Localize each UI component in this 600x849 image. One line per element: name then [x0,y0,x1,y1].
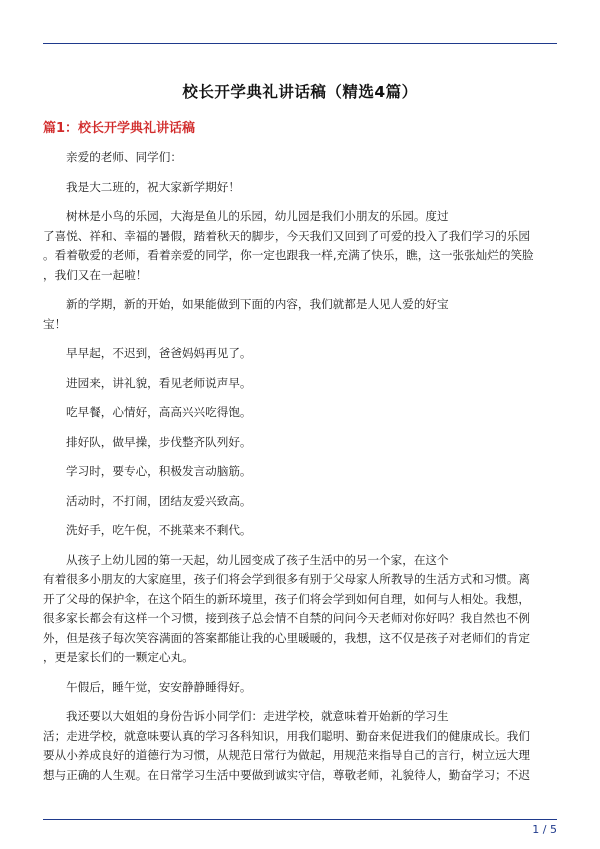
text-line: 。看着敬爱的老师，看着亲爱的同学，你一定也跟我一样,充满了快乐，瞧，这一张张灿烂的笑脸 [43,248,534,262]
text-line: 活；走进学校，就意味要认真的学习各科知识，用我们聪明、勤奋来促进我们的健康成长。我们 [43,728,530,743]
text-line: 进园来，讲礼貌，看见老师说声早。 [66,375,252,390]
text-line: ，我们又在一起啦！ [43,267,148,282]
paragraph [43,521,557,541]
text-line: 吃早餐，心情好，高高兴兴吃得饱。 [66,405,252,419]
document-title: 校长开学典礼讲话稿（精选4篇） [182,83,418,101]
paragraph [43,433,557,453]
text-line: 早早起，不迟到，爸爸妈妈再见了。 [66,346,252,360]
top-rule [43,43,557,44]
document-body [43,148,557,785]
text-line: 活动时，不打闹，团结友爱兴致高。 [66,493,252,508]
paragraph [43,707,557,785]
text-line: 学习时，要专心，积极发言动脑筋。 [66,464,252,478]
text-line: 有着很多小朋友的大家庭里，孩子们将会学到很多有别于父母家人所教导的生活方式和习惯。离 [43,572,530,586]
text-line: 新的学期，新的开始，如果能做到下面的内容，我们就都是人见人爱的好宝 [66,297,449,311]
text-line: 想与正确的人生观。在日常学习生活中要做到诚实守信，尊敬老师，礼貌待人，勤奋学习；不迟 [43,767,530,782]
paragraph [43,551,557,668]
text-line: 宝！ [43,316,67,331]
paragraph [43,295,557,334]
paragraph [43,462,557,482]
text-line: 我是大二班的，祝大家新学期好！ [66,179,240,194]
text-line: 要从小养成良好的道德行为习惯，从规范日常行为做起，用规范来指导自己的言行，树立远大理 [43,748,530,762]
paragraph [43,403,557,423]
section-heading: 篇1：校长开学典礼讲话稿 [43,121,196,136]
text-line: 从孩子上幼儿园的第一天起，幼儿园变成了孩子生活中的另一个家，在这个 [66,552,449,567]
text-line: 亲爱的老师、同学们： [66,150,182,164]
text-line: 排好队，做早操，步伐整齐队列好。 [66,434,252,449]
text-line: 开了父母的保护伞，在这个陌生的新环境里，孩子们将会学到如何自理，如何与人相处。我想， [43,591,530,606]
paragraph [43,678,557,698]
text-line: 午假后，睡午觉，安安静静睡得好。 [66,679,252,694]
text-line: 外，但是孩子每次笑容满面的答案都能让我的心里暖暖的，我想，这不仅是孩子对老师们的肯定 [43,630,530,645]
paragraph [43,207,557,285]
text-line: 我还要以大姐姐的身份告诉小同学们：走进学校，就意味着开始新的学习生 [66,709,449,723]
text-line: 了喜悦、祥和、幸福的暑假，踏着秋天的脚步，今天我们又回到了可爱的投入了我们学习的乐园 [43,228,530,243]
paragraph [43,178,557,198]
paragraph [43,148,557,168]
bottom-rule [43,819,557,820]
text-line: 洗好手，吃午倪，不挑菜来不剩代。 [66,523,252,537]
paragraph [43,344,557,364]
paragraph [43,492,557,512]
paragraph [43,374,557,394]
text-line: 很多家长都会有这样一个习惯，接到孩子总会情不自禁的问问今天老师对你好吗？我自然也不例 [43,611,530,625]
text-line: ，更是家长们的一颗定心丸。 [43,650,194,664]
page-number: 1 / 5 [532,823,557,836]
text-line: 树林是小鸟的乐园，大海是鱼儿的乐园，幼儿园是我们小朋友的乐园。度过 [66,209,449,223]
